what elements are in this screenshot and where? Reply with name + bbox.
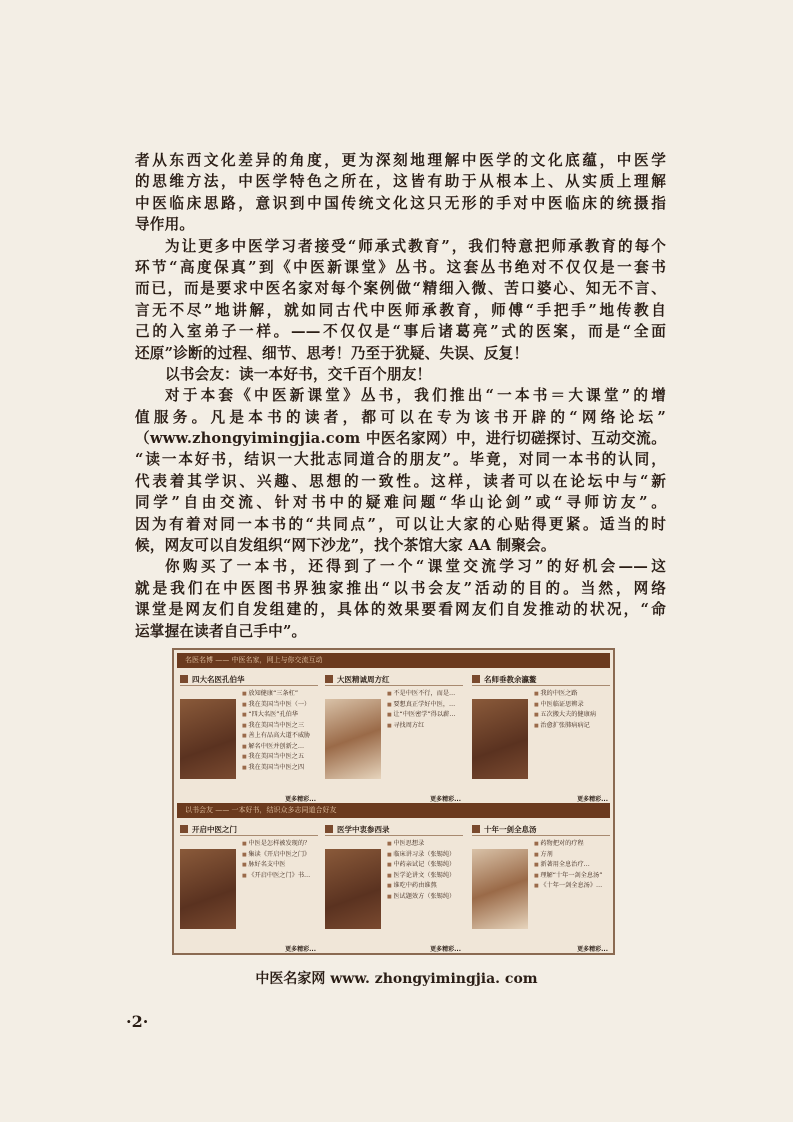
text-line: 运掌握在读者自己手中”。 — [135, 622, 307, 640]
text-line: 因为有着对同一本书的“共同点”，可以让大家的心贴得更紧。适当的时 — [135, 515, 666, 533]
text-line: 对于本套《中医新课堂》丛书，我们推出“一本书＝大课堂”的增 — [165, 387, 666, 405]
article-link[interactable]: ■ 我在美国当中医之四 — [242, 763, 310, 774]
article-link[interactable]: ■ 新著用全息治疗… — [534, 860, 602, 871]
article-link[interactable]: ■ 五次搬大夫的健康病 — [534, 710, 596, 721]
section-heading: 以书会友：读一本好书，交千百个朋友！ — [165, 365, 432, 383]
page-number: ·2· — [126, 1012, 149, 1031]
book-cover — [325, 849, 381, 929]
link-list — [387, 689, 455, 731]
text-line: “读一本好书，结识一大批志同道合的朋友”。毕竟，对同一本书的认同， — [135, 451, 666, 469]
more-link[interactable]: 更多精彩... — [285, 796, 316, 803]
article-link[interactable]: ■ 我在美国当中医（一） — [242, 700, 310, 711]
text-line: 你购买了一本书，还得到了一个“课堂交流学习”的好机会——这 — [165, 558, 666, 576]
text-line: （www.zhongyimingjia.com 中医名家网）中，进行切磋探讨、互动交流。 — [135, 430, 666, 448]
author-photo — [472, 699, 528, 779]
body-text — [135, 150, 666, 642]
link-list — [242, 689, 310, 773]
article-link[interactable]: ■ 药物把对的疗程 — [534, 839, 602, 850]
article-link[interactable]: ■ 中医是怎样被发现的？ — [242, 839, 310, 850]
article-link[interactable]: ■ 临床讲习录（张锡纯） — [387, 850, 455, 861]
column-title[interactable]: 名师垂教余瀛鳌 — [472, 673, 610, 686]
text-line: 还原”诊断的过程、细节、思考！乃至于犹疑、失误、反复！ — [135, 344, 529, 362]
article-link[interactable]: ■ 医学论讲文（张锡纯） — [387, 871, 455, 882]
book-cover — [180, 849, 236, 929]
book-cover — [472, 849, 528, 929]
article-link[interactable]: ■ 中药亲试记（张锡纯） — [387, 860, 455, 871]
more-link[interactable]: 更多精彩... — [430, 796, 461, 803]
article-link[interactable]: ■ 要想真正学好中医，… — [387, 700, 455, 711]
text-line: 同学”自由交流、针对书中的疑难问题“华山论剑”或“寻师访友”。 — [135, 494, 666, 512]
text-line: 就是我们在中医图书界独家推出“以书会友”活动的目的。当然，网络 — [135, 579, 666, 597]
text-line: 导作用。 — [135, 216, 195, 234]
link-list — [534, 689, 596, 731]
featured-column — [325, 673, 465, 803]
column-title[interactable]: 开启中医之门 — [180, 823, 318, 836]
article-link[interactable]: ■ 不是中医不行，而是… — [387, 689, 455, 700]
featured-column — [325, 823, 465, 953]
more-link[interactable]: 更多精彩... — [577, 946, 608, 953]
website-screenshot-figure — [172, 648, 615, 955]
link-list — [242, 839, 310, 881]
featured-column — [180, 673, 320, 803]
text-line: 候，网友可以自发组织“网下沙龙”，找个茶馆大家 AA 制聚会。 — [135, 537, 556, 555]
link-list — [534, 839, 602, 892]
article-link[interactable]: ■ 解名中医并创新之… — [242, 742, 310, 753]
article-link[interactable]: ■ 《十年一剑全息汤》… — [534, 881, 602, 892]
article-link[interactable]: ■ 《开启中医之门》书… — [242, 871, 310, 882]
article-link[interactable]: ■ 寻找周方红 — [387, 721, 455, 732]
featured-column — [472, 673, 612, 803]
more-link[interactable]: 更多精彩... — [577, 796, 608, 803]
article-link[interactable]: ■ 放知健康“三条杠” — [242, 689, 310, 700]
article-link[interactable]: ■ 医试题效方（张锡纯） — [387, 892, 455, 903]
column-title[interactable]: 四大名医孔伯华 — [180, 673, 318, 686]
article-link[interactable]: ■ 让“中医密学”得以薪… — [387, 710, 455, 721]
text-line: 者从东西文化差异的角度，更为深刻地理解中医学的文化底蕴，中医学 — [135, 152, 666, 169]
section-banner: 名医名博 —— 中医名家，网上与你交流互动 — [177, 653, 610, 668]
text-line: 的思维方法，中医学特色之所在，这皆有助于从根本上、从实质上理解 — [135, 173, 666, 191]
column-title[interactable]: 医学中衷参西录 — [325, 823, 463, 836]
column-title[interactable]: 十年一剑全息汤 — [472, 823, 610, 836]
article-link[interactable]: ■ 方剂 — [534, 850, 602, 861]
article-link[interactable]: ■ 我在美国当中医之三 — [242, 721, 310, 732]
article-link[interactable]: ■ 理解“十年一剑全息汤” — [534, 871, 602, 882]
article-link[interactable]: ■ 谁吃中药由谁熬 — [387, 881, 455, 892]
text-line: 课堂是网友们自发组建的，具体的效果要看网友们自发推动的状况，“命 — [135, 601, 666, 619]
article-link[interactable]: ■ 中医思想录 — [387, 839, 455, 850]
article-link[interactable]: ■ 集读《开启中医之门》 — [242, 850, 310, 861]
article-link[interactable]: ■ 治愈扩张肺病病记 — [534, 721, 596, 732]
featured-column — [180, 823, 320, 953]
text-line: 中医临床思路，意识到中国传统文化这只无形的手对中医临床的统摄指 — [135, 194, 666, 212]
link-list — [387, 839, 455, 902]
article-link[interactable]: ■ 中医临证思辨录 — [534, 700, 596, 711]
article-link[interactable]: ■ 我的中医之路 — [534, 689, 596, 700]
figure-caption: 中医名家网 www. zhongyimingjia. com — [255, 971, 538, 987]
article-link[interactable]: ■ “四大名医”孔伯华 — [242, 710, 310, 721]
text-line: 环节“高度保真”到《中医新课堂》丛书。这套丛书绝对不仅仅是一套书 — [135, 258, 666, 276]
text-line: 言无不尽”地讲解，就如同古代中医师承教育，师傅“手把手”地传教自 — [135, 301, 666, 319]
text-line: 己的入室弟子一样。——不仅仅是“事后诸葛亮”式的医案，而是“全面 — [135, 323, 666, 341]
column-title[interactable]: 大医精诚周方红 — [325, 673, 463, 686]
text-line: 为让更多中医学习者接受“师承式教育”，我们特意把师承教育的每个 — [165, 237, 666, 255]
more-link[interactable]: 更多精彩... — [430, 946, 461, 953]
author-photo — [180, 699, 236, 779]
section-banner: 以书会友 —— 一本好书，结识众多志同道合好友 — [177, 803, 610, 818]
text-line: 值服务。凡是本书的读者，都可以在专为该书开辟的“网络论坛” — [135, 408, 666, 426]
text-line: 而已，而是要求中医名家对每个案例做“精细入微、苦口婆心、知无不言、 — [135, 280, 666, 298]
article-link[interactable]: ■ 脉好名支中医 — [242, 860, 310, 871]
author-photo — [325, 699, 381, 779]
article-link[interactable]: ■ 善上有品高大道不威胁 — [242, 731, 310, 742]
text-line: 代表着其学识、兴趣、思想的一致性。这样，读者可以在论坛中与“新 — [135, 472, 666, 490]
featured-column — [472, 823, 612, 953]
more-link[interactable]: 更多精彩... — [285, 946, 316, 953]
article-link[interactable]: ■ 我在美国当中医之五 — [242, 752, 310, 763]
